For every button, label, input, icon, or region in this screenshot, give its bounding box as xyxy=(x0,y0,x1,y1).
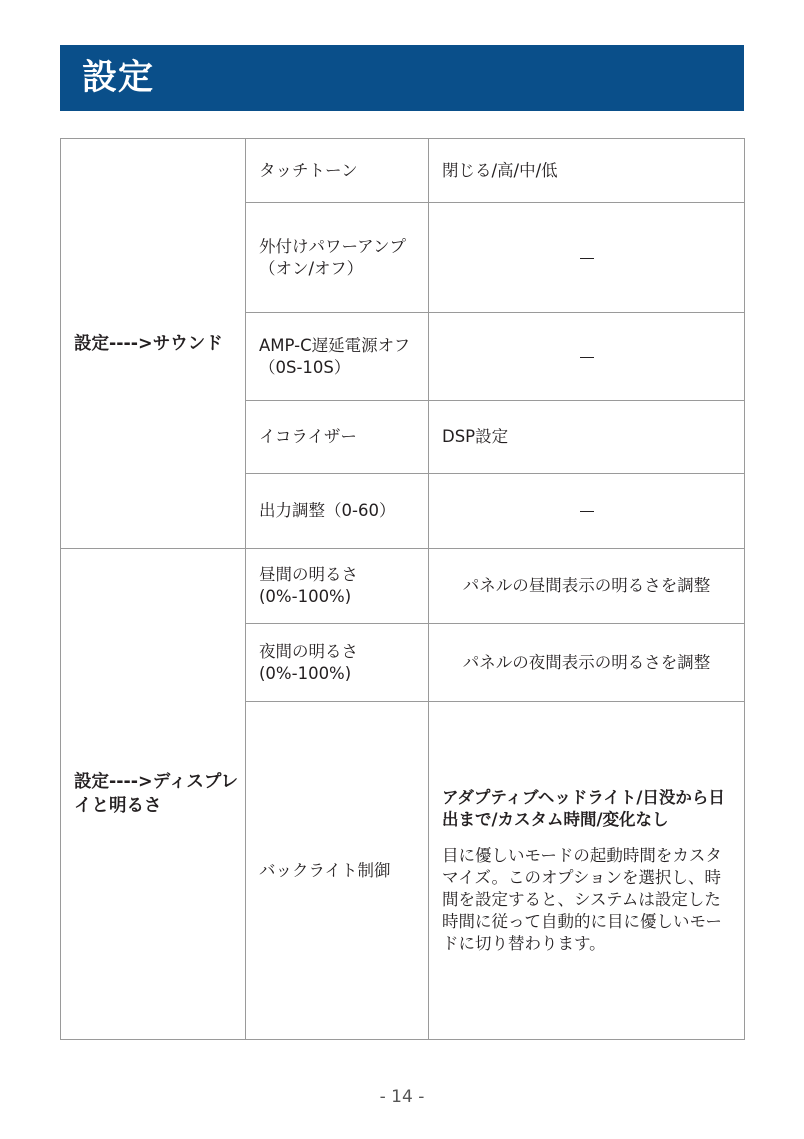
sound-section-label: 設定---->サウンド xyxy=(61,139,246,549)
item-output-level: 出力調整（0-60） xyxy=(246,474,429,549)
value-day-brightness: パネルの昼間表示の明るさを調整 xyxy=(429,549,745,624)
page-header-bar xyxy=(60,45,744,111)
item-ampc-delay: AMP-C遅延電源オフ（0S-10S） xyxy=(246,313,429,401)
value-touch-tone: 閉じる/高/中/低 xyxy=(429,139,745,203)
backlight-description: 目に優しいモードの起動時間をカスタマイズ。このオプションを選択し、時間を設定すると、システムは設定した時間に従って自動的に目に優しいモードに切り替わります。 xyxy=(442,845,722,953)
value-external-amp xyxy=(429,203,745,313)
settings-table xyxy=(60,138,745,1040)
value-ampc-delay xyxy=(429,313,745,401)
item-external-amp: 外付けパワーアンプ（オン/オフ） xyxy=(246,203,429,313)
item-night-brightness: 夜間の明るさ(0%-100%) xyxy=(246,624,429,702)
value-backlight-control xyxy=(429,702,745,1040)
item-backlight-control: バックライト制御 xyxy=(246,702,429,1040)
value-equalizer: DSP設定 xyxy=(429,401,745,474)
display-section-label: 設定---->ディスプレイと明るさ xyxy=(61,549,246,1040)
dash-mark xyxy=(580,511,594,512)
page-title: 設定 xyxy=(82,58,155,98)
table-row xyxy=(61,139,745,203)
table-row xyxy=(61,549,745,624)
item-touch-tone: タッチトーン xyxy=(246,139,429,203)
page-number: - 14 - xyxy=(379,1087,425,1107)
dash-mark xyxy=(580,357,594,358)
item-day-brightness: 昼間の明るさ(0%-100%) xyxy=(246,549,429,624)
backlight-options: アダプティブヘッドライト/日没から日出まで/カスタム時間/変化なし xyxy=(442,787,725,829)
value-night-brightness: パネルの夜間表示の明るさを調整 xyxy=(429,624,745,702)
value-output-level xyxy=(429,474,745,549)
item-equalizer: イコライザー xyxy=(246,401,429,474)
dash-mark xyxy=(580,258,594,259)
